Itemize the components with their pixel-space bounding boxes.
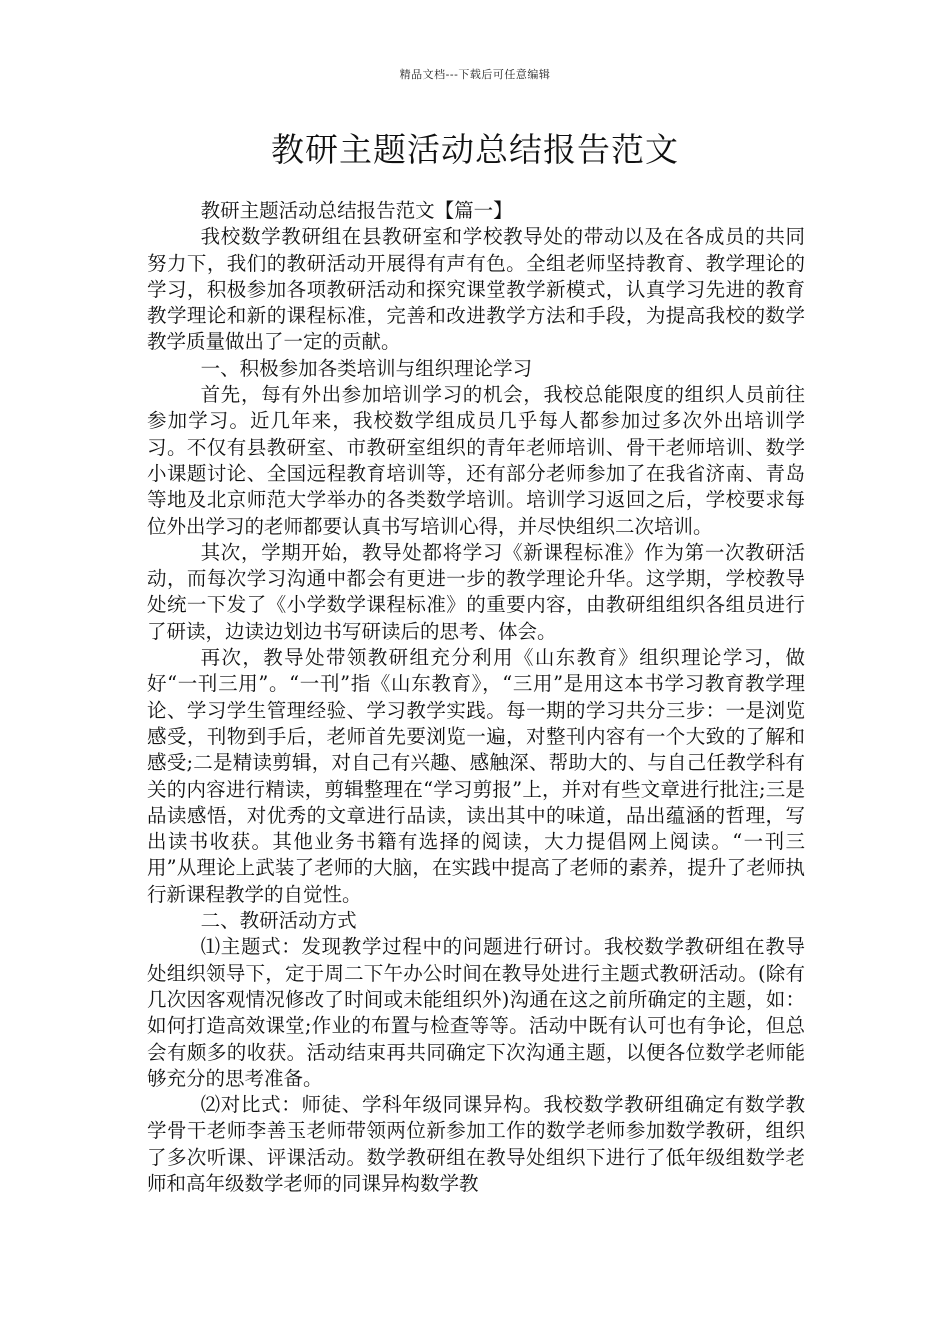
header-note: 精品文档---下载后可任意编辑 <box>399 68 551 81</box>
paragraph-subtitle: 教研主题活动总结报告范文【篇一】 <box>200 199 513 222</box>
paragraph-theme-style: ⑴主题式：发现教学过程中的问题进行研讨。我校数学教研组在教导处组织领导下，定于周二下午办公时间在教导处进行主题式教研活动。(除有几次因客观情况修改了时间或未能组织外)沟通在这之前所确定的主题，如：如何打造高效课堂;作业的布置与检查等等。活动中既有认可也有争论，但总会有颇多的收获。活动结束再共同确定下次沟通主题，以便各位数学老师能够充分的思考准备。 <box>147 935 805 1090</box>
paragraph-second: 其次，学期开始，教导处都将学习《新课程标准》作为第一次教研活动，而每次学习沟通中都会有更进一步的教学理论升华。这学期，学校教导处统一下发了《小学数学课程标准》的重要内容，由教研组组织各组员进行了研读，边读边划边书写研读后的思考、体会。 <box>147 540 805 643</box>
section-heading-1: 一、积极参加各类培训与组织理论学习 <box>200 356 533 380</box>
section-heading-2: 二、教研活动方式 <box>200 909 357 933</box>
document-body <box>147 198 805 1197</box>
paragraph-intro: 我校数学教研组在县教研室和学校教导处的带动以及在各成员的共同努力下，我们的教研活动开展得有声有色。全组老师坚持教育、教学理论的学习，积极参加各项教研活动和探究课堂教学新模式，认真学习先进的教育教学理论和新的课程标准，完善和改进教学方法和手段，为提高我校的数学教学质量做出了一定的贡献。 <box>147 225 805 354</box>
paragraph-first: 首先，每有外出参加培训学习的机会，我校总能限度的组织人员前往参加学习。近几年来，我校数学组成员几乎每人都参加过多次外出培训学习。不仅有县教研室、市教研室组织的青年老师培训、骨干老师培训、数学小课题讨论、全国远程教育培训等，还有部分老师参加了在我省济南、青岛等地及北京师范大学举办的各类数学培训。培训学习返回之后，学校要求每位外出学习的老师都要认真书写培训心得，并尽快组织二次培训。 <box>147 383 805 538</box>
paragraph-contrast-style: ⑵对比式：师徒、学科年级同课异构。我校数学教研组确定有数学教学骨干老师李善玉老师带领两位新参加工作的数学老师参加数学教研，组织了多次听课、评课活动。数学教研组在教导处组织下进行了低年级组数学老师和高年级数学老师的同课异构数学教 <box>147 1093 805 1195</box>
document-title: 教研主题活动总结报告范文 <box>271 130 679 169</box>
paragraph-third: 再次，教导处带领教研组充分利用《山东教育》组织理论学习，做好“一刊三用”。“一刊”指《山东教育》，“三用”是用这本书学习教育教学理论、学习学生管理经验、学习教学实践。每一期的学习共分三步：一是浏览感受，刊物到手后，老师首先要浏览一遍，对整刊内容有一个大致的了解和感受;二是精读剪辑，对自己有兴趣、感触深、帮助大的、与自己任教学科有关的内容进行精读，剪辑整理在“学习剪报”上，并对有些文章进行批注;三是品读感悟，对优秀的文章进行品读，读出其中的味道，品出蕴涵的哲理，写出读书收获。其他业务书籍有选择的阅读，大力提倡网上阅读。“一刊三用”从理论上武装了老师的大脑，在实践中提高了老师的素养，提升了老师执行新课程教学的自觉性。 <box>147 646 805 906</box>
